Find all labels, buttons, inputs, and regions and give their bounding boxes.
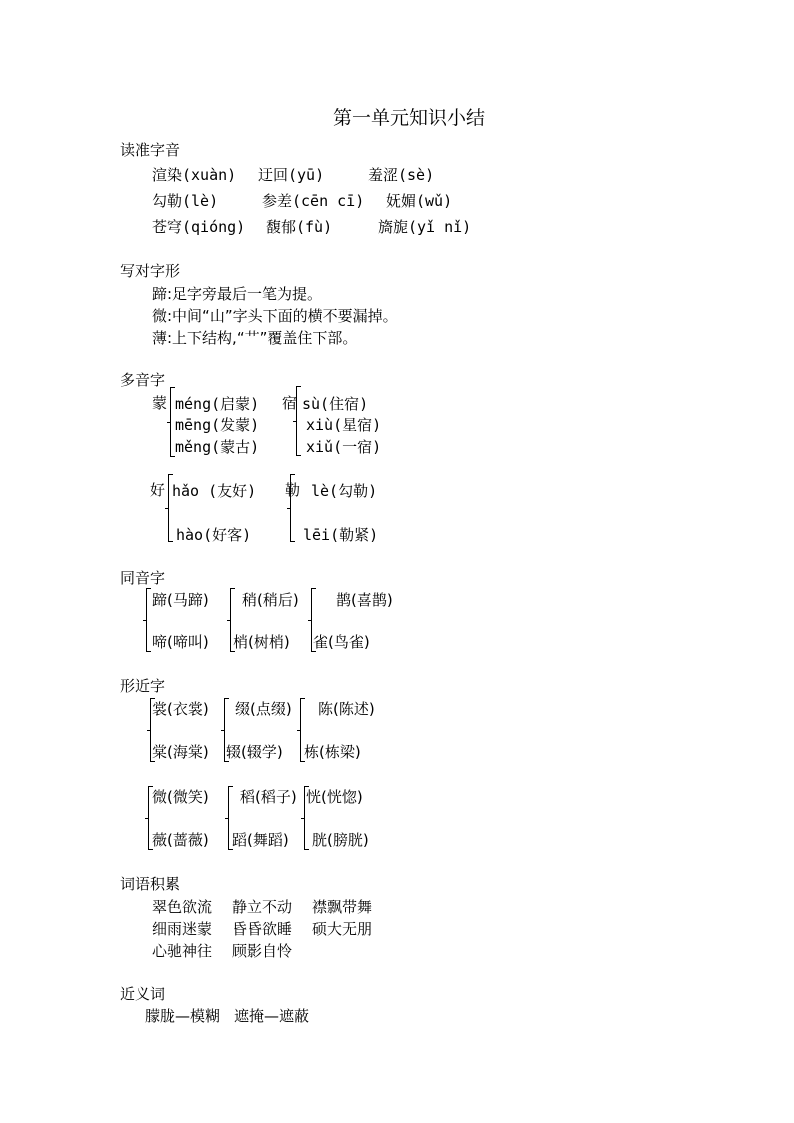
- homophone-item: 稍(稍后): [242, 591, 299, 609]
- polyphone-reading: hǎo (友好): [172, 482, 257, 500]
- polyphone-char: 宿: [282, 394, 298, 412]
- similar-item: 栋(栋梁): [304, 743, 361, 761]
- brace: [230, 588, 231, 652]
- similar-item: 微(微笑): [152, 788, 209, 806]
- vocab-word: 翠色欲流: [152, 898, 213, 916]
- synonym-pair: 遮掩—遮蔽: [234, 1007, 310, 1025]
- brace: [168, 474, 169, 542]
- section-heading-synonyms: 近义词: [120, 985, 166, 1003]
- brace: [170, 387, 171, 457]
- vocab-word: 昏昏欲睡: [232, 920, 293, 938]
- similar-item: 薇(蔷薇): [152, 831, 209, 849]
- similar-item: 胱(膀胱): [312, 831, 369, 849]
- similar-item: 蹈(舞蹈): [232, 831, 289, 849]
- pinyin-item: 妩媚(wǔ): [386, 192, 453, 210]
- similar-item: 陈(陈述): [318, 700, 375, 718]
- section-heading-reading: 读准字音: [120, 141, 181, 159]
- writing-note: 蹄:足字旁最后一笔为提。: [152, 285, 323, 303]
- brace: [296, 386, 297, 456]
- vocab-word: 顾影自怜: [232, 942, 293, 960]
- homophone-item: 雀(鸟雀): [313, 633, 370, 651]
- brace: [224, 698, 225, 762]
- pinyin-item: 苍穹(qióng): [152, 218, 246, 236]
- polyphone-reading: hào(好客): [176, 526, 252, 544]
- writing-note: 薄:上下结构,“艹”覆盖住下部。: [152, 329, 358, 347]
- polyphone-reading: lēi(勒紧): [303, 526, 379, 544]
- section-heading-similar: 形近字: [120, 677, 166, 695]
- homophone-item: 鹊(喜鹊): [336, 591, 393, 609]
- brace: [300, 698, 301, 762]
- homophone-item: 啼(啼叫): [152, 633, 209, 651]
- similar-item: 裳(衣裳): [152, 700, 209, 718]
- brace: [150, 698, 151, 762]
- pinyin-item: 旖旎(yǐ nǐ): [378, 218, 472, 236]
- homophone-item: 梢(树梢): [233, 633, 290, 651]
- similar-item: 缀(点缀): [235, 700, 292, 718]
- section-heading-vocab: 词语积累: [120, 875, 181, 893]
- similar-item: 辍(辍学): [226, 743, 283, 761]
- section-heading-writing: 写对字形: [120, 262, 181, 280]
- synonym-pair: 朦胧—模糊: [145, 1007, 221, 1025]
- vocab-word: 细雨迷蒙: [152, 920, 213, 938]
- vocab-word: 襟飘带舞: [312, 898, 373, 916]
- pinyin-item: 羞涩(sè): [368, 166, 435, 184]
- pinyin-item: 馥郁(fù): [266, 218, 333, 236]
- brace: [148, 786, 149, 850]
- polyphone-reading: méng(启蒙): [175, 395, 260, 413]
- vocab-word: 硕大无朋: [312, 920, 373, 938]
- homophone-item: 蹄(马蹄): [152, 591, 209, 609]
- brace: [311, 588, 312, 652]
- polyphone-char: 勒: [285, 481, 301, 499]
- polyphone-reading: xiù(星宿): [306, 416, 382, 434]
- brace: [290, 474, 291, 542]
- page-title: 第一单元知识小结: [333, 107, 486, 129]
- similar-item: 恍(恍惚): [306, 788, 363, 806]
- pinyin-item: 勾勒(lè): [152, 192, 219, 210]
- pinyin-item: 迂回(yū): [258, 166, 325, 184]
- vocab-word: 静立不动: [232, 898, 293, 916]
- similar-item: 稻(稻子): [240, 788, 297, 806]
- polyphone-reading: xiǔ(一宿): [306, 438, 382, 456]
- section-heading-polyphone: 多音字: [120, 371, 166, 389]
- polyphone-char: 好: [150, 481, 166, 499]
- polyphone-reading: lè(勾勒): [311, 482, 378, 500]
- pinyin-item: 参差(cēn cī): [262, 192, 365, 210]
- similar-item: 棠(海棠): [152, 743, 209, 761]
- polyphone-reading: měng(蒙古): [175, 438, 260, 456]
- vocab-word: 心驰神往: [152, 942, 213, 960]
- writing-note: 微:中间“山”字头下面的横不要漏掉。: [152, 307, 398, 325]
- polyphone-char: 蒙: [152, 394, 168, 412]
- polyphone-reading: mēng(发蒙): [175, 416, 260, 434]
- brace: [304, 786, 305, 850]
- section-heading-homophone: 同音字: [120, 569, 166, 587]
- polyphone-reading: sù(住宿): [302, 395, 369, 413]
- brace: [228, 786, 229, 850]
- pinyin-item: 渲染(xuàn): [152, 166, 237, 184]
- brace: [146, 588, 147, 652]
